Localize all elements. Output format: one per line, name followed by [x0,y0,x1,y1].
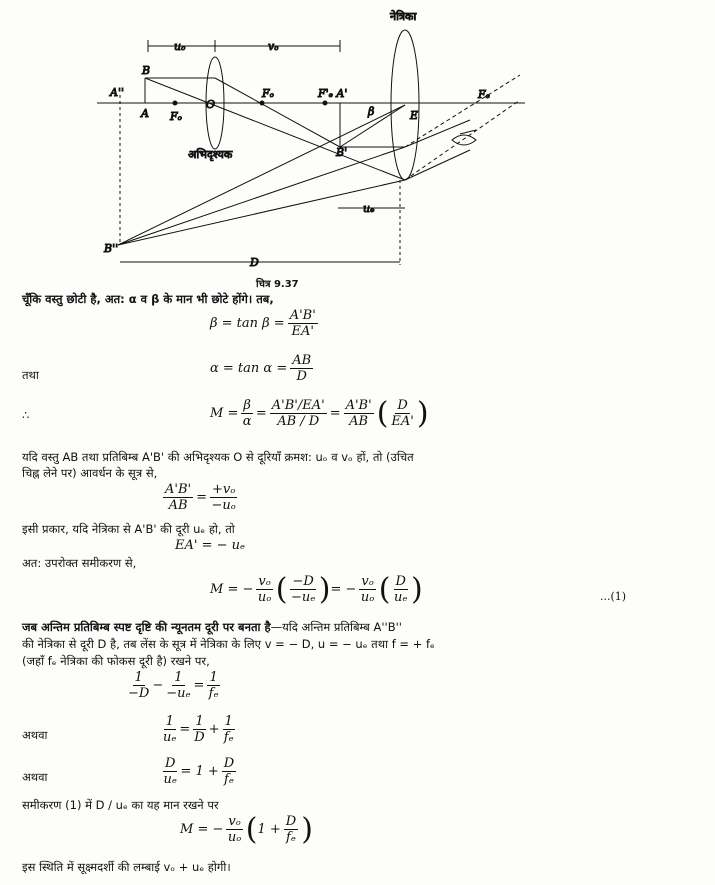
athva-label: अथवा [22,728,48,742]
equation-1: M = − $\frac{\text{vₒ}}{\text{uₒ}}$ ( $\frac{-D}{\text{−uₑ}}$ ) = − $\frac{\text{vₒ}}{\text{uₒ}}$ ( $\frac{D}{\text{uₑ}}$ ) [210,572,423,607]
paragraph-line: चूँकि वस्तु छोटी है, अत: α व β के मान भी छोटे होंगे। तब, [22,292,274,306]
compound-microscope-diagram [0,0,715,275]
therefore-symbol: ∴ [22,408,30,422]
paragraph-line: चिह्न लेने पर) आवर्धन के सूत्र से, [22,466,158,480]
b2-label: B'' [104,242,119,255]
equation-lens-2: $\frac{1}{\text{uₑ}}$ = $\frac{1}{D}$ + $\frac{1}{\text{fₑ}}$ [163,714,234,745]
equation-d-ue: $\frac{D}{\text{uₑ}}$ = 1 + $\frac{D}{\text{fₑ}}$ [163,756,235,787]
tatha-label: तथा [22,368,39,382]
e-label: E [410,109,419,122]
b-label: B [142,64,151,77]
equation-m: M = $\frac{\beta}{\alpha}$ = $\frac{A'B'/EA'}{AB / D}$ = $\frac{A'B'}{AB}$ ( $\frac{D}{EA'}$ ) [210,396,429,431]
paragraph-line: समीकरण (1) में D / uₑ का यह मान रखने पर [22,798,219,812]
equation-beta: β = tan β = $\frac{A'B'}{EA'}$ [210,308,316,339]
objective-label: अभिदृश्यक [188,148,233,161]
equation-number: ...(1) [600,590,627,603]
beta-label: β [368,105,375,118]
b1-label: B' [336,146,348,159]
bold-heading: जब अन्तिम प्रतिबिम्ब स्पष्ट दृष्टि की न्यूनतम दूरी पर बनता है [22,620,271,634]
equation-lens: $\frac{1}{-D}$ − $\frac{1}{\text{−uₑ}}$ = $\frac{1}{\text{fₑ}}$ [128,670,219,701]
fe-label: Fₑ [478,88,490,101]
o-label: O [206,98,216,111]
paragraph-line: अत: उपरोक्त समीकरण से, [22,556,137,570]
vo-label: vₒ [268,40,279,53]
paragraph-line: यदि वस्तु AB तथा प्रतिबिम्ब A'B' की अभिदृश्यक O से दूरियाँ क्रमश: uₒ व vₒ हों, तो (उचित [22,450,414,464]
equation-m-final: M = − $\frac{\text{vₒ}}{\text{uₒ}}$ ( 1 + $\frac{D}{\text{fₑ}}$ ) [180,812,313,847]
athva-label: अथवा [22,770,48,784]
equation-magnification-objective: $\frac{A'B'}{AB}$ = $\frac{\text{+vₒ}}{\text{−uₒ}}$ [165,482,236,513]
eye-icon [452,130,476,145]
figure-caption: चित्र 9.37 [256,279,299,290]
a-label: A [141,107,149,120]
equation-ea: EA' = − uₑ [175,538,246,553]
paragraph-line: (जहाँ fₑ नेत्रिका की फोकस दूरी है) रखने पर, [22,654,210,668]
fe-a-label: F'ₑ A' [318,87,348,100]
d-label: D [250,256,259,269]
fo1-label: Fₒ [170,110,182,123]
a2-label: A'' [110,86,124,99]
paragraph-line: की नेत्रिका से दूरी D है, तब लेंस के सूत्र में नेत्रिका के लिए v = − D, u = − uₑ तथा f = + fₑ [22,637,435,651]
uo-label: uₒ [174,40,186,53]
paragraph-line: —यदि अन्तिम प्रतिबिम्ब A''B'' [270,620,402,634]
paragraph-line: इस स्थिति में सूक्ष्मदर्शी की लम्बाई vₒ + uₑ होगी। [22,860,231,874]
ue-label: uₑ [363,202,375,215]
equation-alpha: α = tan α = $\frac{AB}{D}$ [210,353,312,384]
paragraph-line: इसी प्रकार, यदि नेत्रिका से A'B' की दूरी uₑ हो, तो [22,522,235,536]
fo2-label: Fₒ [262,87,274,100]
eyepiece-label: नेत्रिका [390,10,417,23]
